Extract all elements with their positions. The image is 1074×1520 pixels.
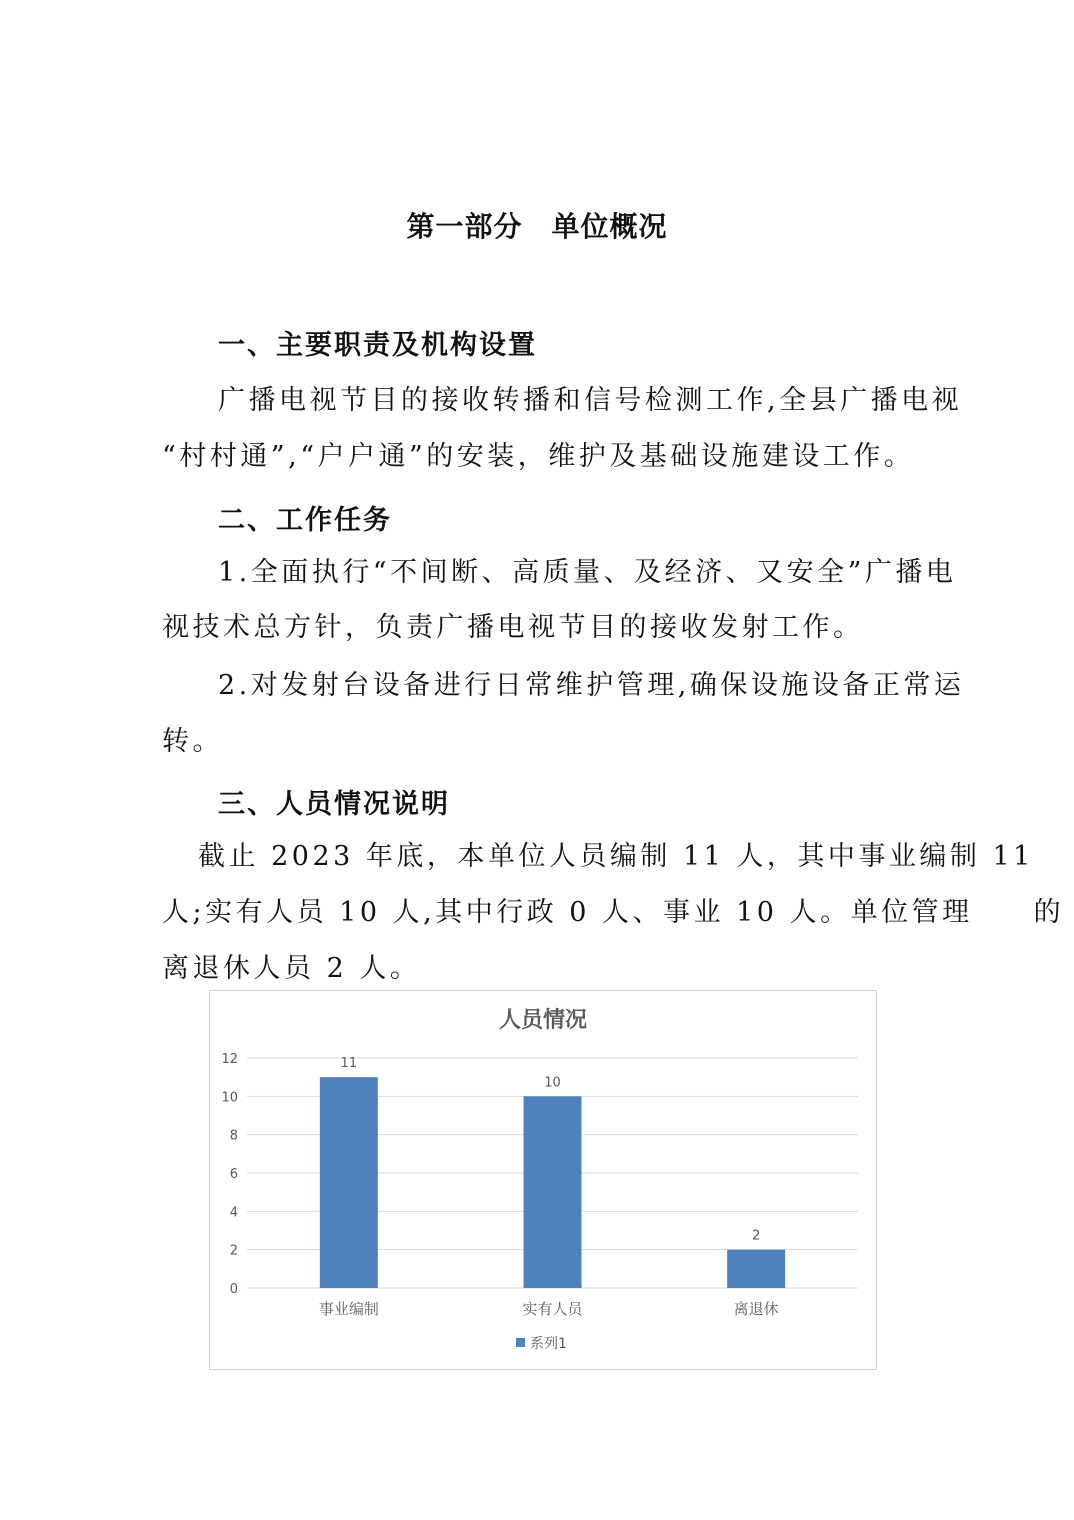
y-tick-label: 6	[229, 1167, 238, 1182]
bar	[320, 1077, 378, 1288]
chart-container	[209, 990, 877, 1370]
paragraph-line: 广播电视节目的接收转播和信号检测工作,全县广播电视	[218, 385, 963, 416]
chart-title: 人员情况	[498, 1008, 588, 1033]
data-label: 11	[340, 1056, 358, 1072]
x-tick-label: 离退休	[733, 1300, 779, 1318]
legend-label: 系列1	[530, 1336, 567, 1352]
y-tick-label: 2	[229, 1243, 238, 1259]
x-tick-label: 实有人员	[522, 1300, 583, 1318]
paragraph-line: 截止 2023 年底，本单位人员编制 11 人，其中事业编制 11	[198, 841, 1034, 872]
x-tick-label: 事业编制	[318, 1300, 379, 1318]
page-title: 第一部分 单位概况	[406, 210, 668, 243]
y-tick-label: 4	[229, 1205, 238, 1221]
section-heading-tasks: 二、工作任务	[218, 505, 392, 536]
y-tick-label: 8	[229, 1128, 238, 1144]
data-label: 2	[752, 1228, 761, 1244]
paragraph-line: 转。	[162, 726, 223, 757]
bar	[524, 1096, 582, 1288]
legend-swatch	[516, 1338, 525, 1347]
y-tick-label: 0	[229, 1282, 238, 1297]
paragraph-line: 视技术总方针，负责广播电视节目的接收发射工作。	[162, 612, 864, 643]
section-heading-staff: 三、人员情况说明	[218, 789, 450, 820]
paragraph-line: 离退休人员 2 人。	[162, 953, 421, 984]
staff-bar-chart	[210, 991, 876, 1369]
bar	[727, 1250, 785, 1288]
y-tick-label: 10	[221, 1090, 238, 1106]
section-heading-duties: 一、主要职责及机构设置	[218, 330, 537, 361]
paragraph-line: 1.全面执行“不间断、高质量、及经济、又安全”广播电	[218, 557, 957, 588]
paragraph-line: “村村通”,“户户通”的安装，维护及基础设施建设工作。	[162, 441, 915, 472]
y-tick-label: 12	[221, 1052, 238, 1067]
paragraph-line: 2.对发射台设备进行日常维护管理,确保设施设备正常运	[218, 670, 965, 701]
data-label: 10	[544, 1075, 561, 1091]
paragraph-line: 人;实有人员 10 人,其中行政 0 人、事业 10 人。单位管理 的	[162, 897, 1065, 928]
